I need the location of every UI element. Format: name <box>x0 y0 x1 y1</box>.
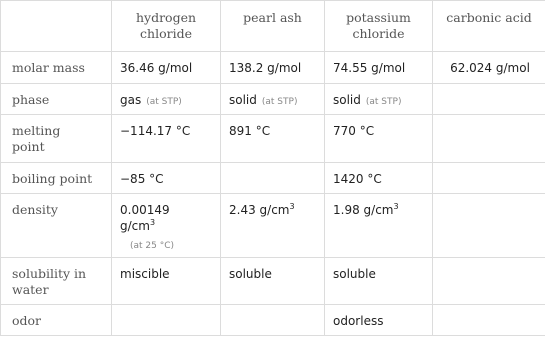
row-boiling-point <box>1 163 545 194</box>
cell-odor-hydrogen-chloride <box>112 305 221 336</box>
row-label-line: melting <box>12 123 61 138</box>
cell-melting-point-hydrogen-chloride: −114.17 °C <box>112 115 221 163</box>
density-unit: g/cm <box>120 219 150 233</box>
row-phase <box>1 84 545 115</box>
cell-density-hydrogen-chloride <box>112 194 221 258</box>
col-header-line: hydrogen <box>135 10 197 25</box>
phase-value: solid <box>229 93 257 107</box>
density-value: 2.43 g/cm <box>229 203 290 217</box>
density-value: 0.00149 <box>120 203 170 217</box>
cell-boiling-point-hydrogen-chloride: −85 °C <box>112 163 221 194</box>
unit-exponent: 3 <box>393 202 399 211</box>
cell-odor-carbonic-acid <box>433 305 545 336</box>
col-header-line: chloride <box>140 26 192 41</box>
cell-solubility-pearl-ash: soluble <box>221 258 325 305</box>
density-condition-note: (at 25 °C) <box>130 241 175 251</box>
cell-phase-carbonic-acid <box>433 84 545 115</box>
row-label-odor: odor <box>1 305 112 336</box>
cell-solubility-hydrogen-chloride: miscible <box>112 258 221 305</box>
cell-density-pearl-ash <box>221 194 325 258</box>
row-label-boiling-point: boiling point <box>1 163 112 194</box>
phase-value: solid <box>333 93 361 107</box>
row-density <box>1 194 545 258</box>
cell-boiling-point-pearl-ash <box>221 163 325 194</box>
cell-odor-pearl-ash <box>221 305 325 336</box>
row-label-line: solubility in <box>12 266 87 281</box>
cell-phase-potassium-chloride <box>325 84 433 115</box>
row-molar-mass <box>1 52 545 84</box>
cell-solubility-potassium-chloride: soluble <box>325 258 433 305</box>
unit-exponent: 3 <box>289 202 295 211</box>
phase-value: gas <box>120 93 142 107</box>
row-label-solubility-in-water <box>1 258 112 305</box>
row-label-line: point <box>12 139 45 154</box>
phase-condition-note: (at STP) <box>365 97 402 107</box>
cell-molar-mass-pearl-ash: 138.2 g/mol <box>221 52 325 84</box>
cell-boiling-point-potassium-chloride: 1420 °C <box>325 163 433 194</box>
cell-solubility-carbonic-acid <box>433 258 545 305</box>
density-value: 1.98 g/cm <box>333 203 394 217</box>
cell-density-carbonic-acid <box>433 194 545 258</box>
cell-melting-point-pearl-ash: 891 °C <box>221 115 325 163</box>
cell-melting-point-potassium-chloride: 770 °C <box>325 115 433 163</box>
cell-melting-point-carbonic-acid <box>433 115 545 163</box>
row-melting-point <box>1 115 545 163</box>
corner-cell <box>1 1 112 52</box>
col-header-line: potassium <box>346 10 411 25</box>
col-header-potassium-chloride <box>325 1 433 52</box>
row-label-melting-point <box>1 115 112 163</box>
col-header-carbonic-acid <box>433 1 545 52</box>
cell-molar-mass-potassium-chloride: 74.55 g/mol <box>325 52 433 84</box>
cell-boiling-point-carbonic-acid <box>433 163 545 194</box>
cell-molar-mass-carbonic-acid: 62.024 g/mol <box>433 52 545 84</box>
row-label-density: density <box>1 194 112 258</box>
row-solubility-in-water <box>1 258 545 305</box>
phase-condition-note: (at STP) <box>146 97 182 107</box>
cell-phase-pearl-ash <box>221 84 325 115</box>
phase-condition-note: (at STP) <box>261 97 298 107</box>
cell-odor-potassium-chloride: odorless <box>325 305 433 336</box>
col-header-line: chloride <box>352 26 405 41</box>
row-label-phase: phase <box>1 84 112 115</box>
cell-phase-hydrogen-chloride <box>112 84 221 115</box>
col-header-line: pearl ash <box>243 10 302 25</box>
row-label-molar-mass: molar mass <box>1 52 112 84</box>
unit-exponent: 3 <box>149 218 156 227</box>
cell-density-potassium-chloride <box>325 194 433 258</box>
row-odor <box>1 305 545 336</box>
cell-molar-mass-hydrogen-chloride: 36.46 g/mol <box>112 52 221 84</box>
row-label-line: water <box>12 282 49 297</box>
col-header-hydrogen-chloride <box>112 1 221 52</box>
col-header-line: carbonic acid <box>446 10 532 25</box>
col-header-pearl-ash <box>221 1 325 52</box>
header-row <box>1 1 545 52</box>
